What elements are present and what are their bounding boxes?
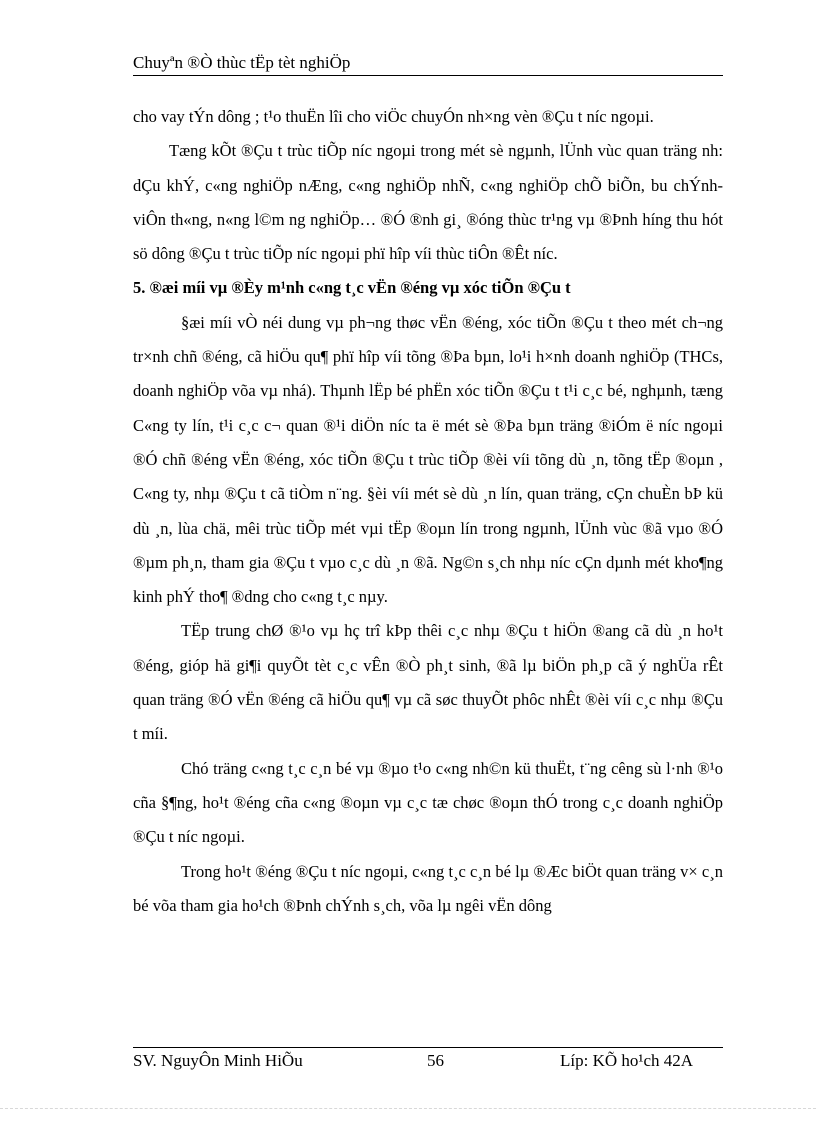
footer-class: Líp: KÕ ho¹ch 42A — [560, 1051, 694, 1070]
footer-rule — [133, 1047, 723, 1048]
footer-page-number: 56 — [427, 1051, 444, 1070]
document-body — [133, 100, 723, 923]
page-edge-divider — [0, 1108, 816, 1109]
paragraph: cho vay tÝn dông ; t¹o thuËn lîi cho viÖc chuyÓn nh×ng vèn ®Çu t níc ngoµi. — [133, 107, 654, 126]
paragraph: Trong ho¹t ®éng ®Çu t níc ngoµi, c«ng t¸c c¸n bé lµ ®Æc biÖt quan träng v× c¸n bé võa tham gia ho¹ch ®Þnh chÝnh s¸ch, võa lµ ngêi vËn dông — [133, 861, 723, 915]
paragraph: Tæng kÕt ®Çu t trùc tiÕp níc ngoµi trong mét sè ngµnh, lÜnh vùc quan träng nh: dÇu khÝ, c«ng nghiÖp nÆng, c«ng nghiÖp nhÑ, c«ng nghiÖp chÕ biÕn, bu chÝnh- viÔn th«ng, n«ng l©m ng nghiÖp… ®Ó ®nh gi¸ ®óng thùc tr¹ng vµ ®Þnh híng thu hót sö dông ®Çu t trùc tiÕp níc ngoµi phï hîp víi thùc tiÔn ®Êt níc. — [133, 141, 723, 264]
paragraph: §æi míi vÒ néi dung vµ ph¬ng thøc vËn ®éng, xóc tiÕn ®Çu t theo mét ch¬ng tr×nh chñ ®éng, cã hiÖu qu¶ phï hîp víi tõng ®Þa bµn, lo¹i h×nh doanh nghiÖp (THCs, doanh nghiÖp võa vµ nhá). Thµnh lËp bé phËn xóc tiÕn ®Çu t t¹i c¸c bé, nghµnh, tæng C«ng ty lín, t¹i c¸c c¬ quan ®¹i diÖn níc ta ë mét sè ®Þa bµn träng ®iÓm ë níc ngoµi ®Ó chñ ®éng vËn ®éng, xóc tiÕn ®Çu t trùc tiÕp ®èi víi tõng dù ¸n, tõng tËp ®oµn , C«ng ty, nhµ ®Çu t cã tiÒm n¨ng. §èi víi mét sè dù ¸n lín, quan träng, cÇn chuÈn bÞ kü dù ¸n, lùa chä, mêi trùc tiÕp mét vµi tËp ®oµn lín trong ngµnh, lÜnh vùc ®ã vµo ®Ó ®µm ph¸n, tham gia ®Çu t vµo c¸c dù ¸n ®ã. Ng©n s¸ch nhµ níc cÇn dµnh mét kho¶ng kinh phÝ tho¶ ®dng cho c«ng t¸c nµy. — [133, 312, 723, 607]
paragraph: TËp trung chØ ®¹o vµ hç trî kÞp thêi c¸c nhµ ®Çu t hiÖn ®ang cã dù ¸n ho¹t ®éng, gióp hä gi¶i quyÕt tèt c¸c vÊn ®Ò ph¸t sinh, ®ã lµ biÖn ph¸p cã ý nghÜa rÊt quan träng ®Ó vËn ®éng cã hiÖu qu¶ vµ cã søc thuyÕt phôc nhÊt ®èi víi c¸c nhµ ®Çu t míi. — [133, 621, 723, 744]
page-header-title: Chuyªn ®Ò thùc tËp tèt nghiÖp — [133, 53, 351, 72]
paragraph: Chó träng c«ng t¸c c¸n bé vµ ®µo t¹o c«ng nh©n kü thuËt, t¨ng cêng sù l·nh ®¹o cña §¶ng, ho¹t ®éng cña c«ng ®oµn vµ c¸c tæ chøc ®oµn thÓ trong c¸c doanh nghiÖp ®Çu t níc ngoµi. — [133, 758, 723, 847]
section-heading: 5. ®æi míi vµ ®Èy m¹nh c«ng t¸c vËn ®éng vµ xóc tiÕn ®Çu t — [133, 278, 571, 298]
header-rule — [133, 75, 723, 76]
footer-author: SV. NguyÔn Minh HiÕu — [133, 1051, 303, 1070]
